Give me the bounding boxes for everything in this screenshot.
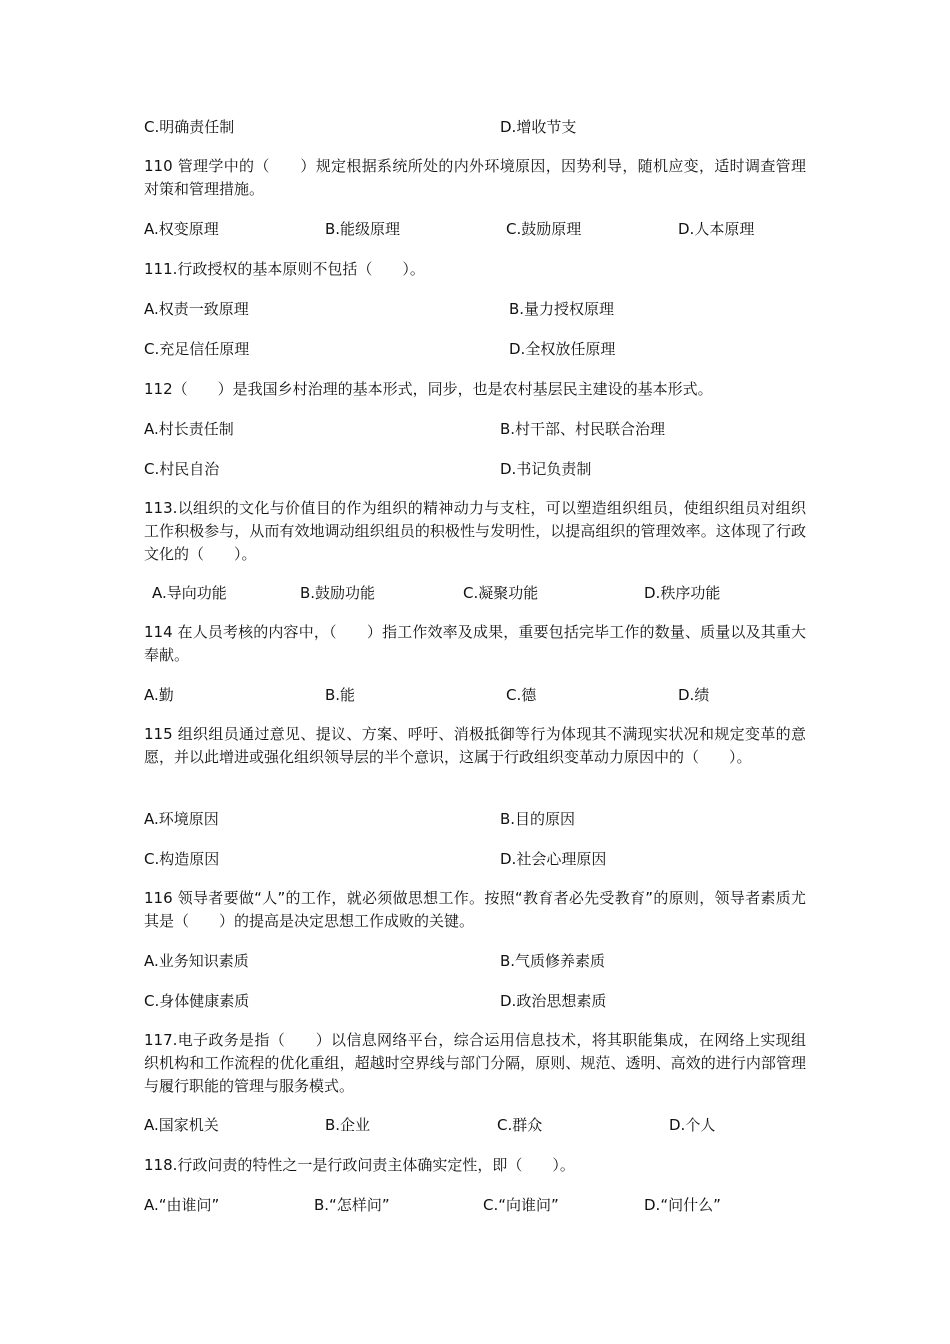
q117-stem: 117.电子政务是指（ ）以信息网络平台，综合运用信息技术，将其职能集成，在网络上实现组织机构和工作流程的优化重组，超越时空界线与部门分隔，原则、规范、透明、高效的进行内部管理与履行职能的管理与服务模式。 bbox=[144, 1031, 806, 1095]
q112-option-c: C.村民自治 bbox=[144, 460, 220, 478]
q110-option-d: D.人本原理 bbox=[678, 220, 755, 238]
q115-option-b: B.目的原因 bbox=[500, 810, 576, 828]
q112-stem: 112（ ）是我国乡村治理的基本形式，同步，也是农村基层民主建设的基本形式。 bbox=[144, 380, 713, 398]
q116-option-b: B.气质修养素质 bbox=[500, 952, 606, 970]
q118-option-a: A.“由谁问” bbox=[144, 1196, 220, 1214]
q117-option-c: C.群众 bbox=[497, 1116, 543, 1134]
q112-option-d: D.书记负责制 bbox=[500, 460, 592, 478]
q114-option-c: C.德 bbox=[506, 686, 537, 704]
q117-option-d: D.个人 bbox=[669, 1116, 716, 1134]
q113-option-b: B.鼓励功能 bbox=[300, 584, 376, 602]
q114-option-b: B.能 bbox=[325, 686, 356, 704]
q110-option-b: B.能级原理 bbox=[325, 220, 401, 238]
q114-option-d: D.绩 bbox=[678, 686, 710, 704]
q111-stem: 111.行政授权的基本原则不包括（ ）。 bbox=[144, 260, 425, 278]
q118-option-d: D.“问什么” bbox=[644, 1196, 721, 1214]
q109-option-c: C.明确责任制 bbox=[144, 118, 235, 136]
q118-option-b: B.“怎样问” bbox=[314, 1196, 390, 1214]
q115-option-a: A.环境原因 bbox=[144, 810, 219, 828]
q113-option-d: D.秩序功能 bbox=[644, 584, 721, 602]
q114-stem: 114 在人员考核的内容中，（ ）指工作效率及成果，重要包括完毕工作的数量、质量以及其重大奉献。 bbox=[144, 623, 806, 664]
q111-option-d: D.全权放任原理 bbox=[509, 340, 616, 358]
q113-option-a: A.导向功能 bbox=[152, 584, 227, 602]
q110-stem: 110 管理学中的（ ）规定根据系统所处的内外环境原因，因势利导，随机应变，适时调查管理对策和管理措施。 bbox=[144, 157, 806, 198]
q115-option-c: C.构造原因 bbox=[144, 850, 220, 868]
q114-option-a: A.勤 bbox=[144, 686, 174, 704]
q118-option-c: C.“向谁问” bbox=[483, 1196, 559, 1214]
q111-option-a: A.权责一致原理 bbox=[144, 300, 249, 318]
q116-option-a: A.业务知识素质 bbox=[144, 952, 249, 970]
q116-stem: 116 领导者要做“人”的工作，就必须做思想工作。按照“教育者必先受教育”的原则，领导者素质尤其是（ ）的提高是决定思想工作成败的关键。 bbox=[144, 889, 806, 930]
q110-option-a: A.权变原理 bbox=[144, 220, 219, 238]
q111-option-b: B.量力授权原理 bbox=[509, 300, 615, 318]
q110-option-c: C.鼓励原理 bbox=[506, 220, 582, 238]
q113-option-c: C.凝聚功能 bbox=[463, 584, 539, 602]
q118-stem: 118.行政问责的特性之一是行政问责主体确实定性，即（ ）。 bbox=[144, 1156, 575, 1174]
q112-option-b: B.村干部、村民联合治理 bbox=[500, 420, 666, 438]
q112-option-a: A.村长责任制 bbox=[144, 420, 234, 438]
q116-option-c: C.身体健康素质 bbox=[144, 992, 250, 1010]
q117-option-a: A.国家机关 bbox=[144, 1116, 219, 1134]
q115-option-d: D.社会心理原因 bbox=[500, 850, 607, 868]
q116-option-d: D.政治思想素质 bbox=[500, 992, 607, 1010]
q111-option-c: C.充足信任原理 bbox=[144, 340, 250, 358]
q115-stem: 115 组织组员通过意见、提议、方案、呼吁、消极抵御等行为体现其不满现实状况和规定变革的意愿，并以此增进或强化组织领导层的半个意识，这属于行政组织变革动力原因中的（ ）。 bbox=[144, 725, 806, 766]
q117-option-b: B.企业 bbox=[325, 1116, 371, 1134]
q113-stem: 113.以组织的文化与价值目的作为组织的精神动力与支柱，可以塑造组织组员，使组织组员对组织工作积极参与，从而有效地调动组织组员的积极性与发明性，以提高组织的管理效率。这体现了行政文化的（ ）。 bbox=[144, 499, 806, 563]
q109-option-d: D.增收节支 bbox=[500, 118, 577, 136]
